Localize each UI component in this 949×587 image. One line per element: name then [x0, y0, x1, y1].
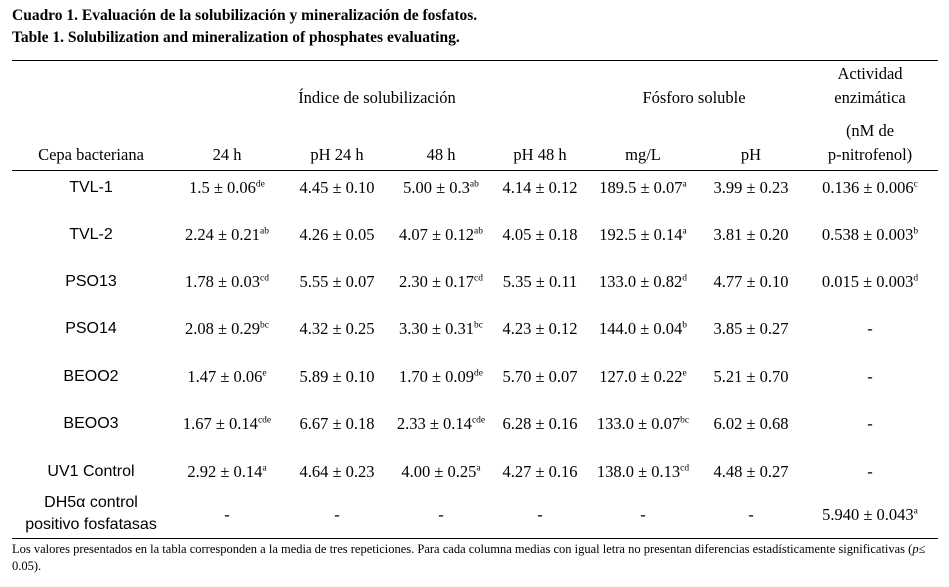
cell-ph-24h: 4.45 ± 0.10 [299, 178, 375, 197]
significance-letter: cd [260, 273, 270, 284]
significance-letter: ab [260, 226, 270, 237]
significance-letter: a [262, 463, 267, 474]
table-footnote: Los valores presentados en la tabla corresponden a la media de tres repeticiones. Para cada columna medias con igual letra no presentan diferencias estadísticamente significativas (p≤ 0.05). [12, 542, 926, 573]
cell-strain-line2: positivo fosfatasas [25, 516, 157, 533]
header-ph-48h: pH 48 h [513, 145, 567, 164]
cell-48h: 4.07 ± 0.12$^{ab}$ [398, 225, 484, 244]
significance-letter: ab [474, 226, 484, 237]
header-ph-24h: pH 24 h [310, 145, 364, 164]
cell-mg-l: 192.5 ± 0.14$^a$ [599, 225, 687, 244]
header-24h: 24 h [212, 145, 242, 164]
significance-letter: a [682, 226, 687, 237]
header-units-line1: (nM de [845, 121, 895, 140]
significance-letter: bc [260, 320, 270, 331]
cell-strain: PSO13 [65, 273, 117, 290]
header-strain: Cepa bacteriana [38, 145, 144, 164]
cell-mg-l: 144.0 ± 0.04$^b$ [598, 319, 688, 338]
header-48h: 48 h [426, 145, 456, 164]
cell-mg-l: 133.0 ± 0.82$^d$ [598, 272, 688, 291]
header-enzyme-activity-line2: enzimática [834, 88, 906, 107]
cell-strain-line1: DH5α control [44, 494, 138, 511]
significance-letter: c [913, 179, 918, 190]
cell-48h: 1.70 ± 0.09de [398, 367, 484, 386]
cell-ph-24h: 6.67 ± 0.18 [299, 414, 375, 433]
header-enzyme-activity-line1: Actividad [837, 64, 903, 83]
significance-letter: bc [474, 320, 484, 331]
cell-48h: - [438, 505, 444, 524]
cell-ph: 5.21 ± 0.70 [713, 367, 789, 386]
cell-ph: 3.85 ± 0.27 [713, 319, 789, 338]
cell-24h: 2.24 ± 0.21$^{ab}$ [184, 225, 270, 244]
cell-24h: 1.5 ± 0.06de [189, 178, 265, 197]
cell-48h: 4.00 ± 0.25$^a$ [401, 462, 481, 481]
header-rule [12, 170, 938, 171]
significance-letter: cd [474, 273, 484, 284]
significance-letter: d [913, 273, 919, 284]
significance-letter: a [682, 179, 687, 190]
cell-ph: - [748, 505, 754, 524]
significance-letter: a [913, 506, 918, 517]
cell-strain: PSO14 [65, 320, 117, 337]
cell-enzyme: 5.940 ± 0.043$^a$ [822, 505, 918, 524]
cell-mg-l: 127.0 ± 0.22$^e$ [599, 367, 687, 386]
cell-48h: 2.30 ± 0.17$^{cd}$ [398, 272, 484, 291]
cell-mg-l: 138.0 ± 0.13$^{cd}$ [596, 462, 690, 481]
cell-enzyme: - [867, 367, 873, 386]
cell-ph-48h: 5.35 ± 0.11 [502, 272, 578, 291]
cell-24h: 2.92 ± 0.14$^a$ [187, 462, 267, 481]
cell-strain: TVL-1 [69, 179, 113, 196]
cell-ph-48h: - [537, 505, 543, 524]
table-title-english: Table 1. Solubilization and mineralization of phosphates evaluating. [12, 29, 460, 46]
cell-48h: 5.00 ± 0.3$^{ab}$ [403, 178, 479, 197]
significance-letter: b [682, 320, 688, 331]
cell-enzyme: 0.015 ± 0.003$^d$ [821, 272, 919, 291]
cell-strain: UV1 Control [47, 463, 135, 480]
header-ph: pH [740, 145, 762, 164]
cell-ph-48h: 6.28 ± 0.16 [502, 414, 578, 433]
cell-ph: 6.02 ± 0.68 [713, 414, 789, 433]
header-soluble-phosphorus: Fósforo soluble [642, 88, 746, 107]
cell-ph-48h: 4.14 ± 0.12 [502, 178, 578, 197]
significance-letter: a [476, 463, 481, 474]
cell-enzyme: - [867, 319, 873, 338]
significance-letter: de [474, 368, 484, 379]
cell-ph-24h: 4.64 ± 0.23 [299, 462, 375, 481]
table-title-spanish: Cuadro 1. Evaluación de la solubilización y mineralización de fosfatos. [12, 7, 478, 24]
cell-mg-l: - [640, 505, 646, 524]
cell-ph-24h: 5.55 ± 0.07 [299, 272, 375, 291]
cell-enzyme: - [867, 462, 873, 481]
significance-letter: cde [471, 415, 486, 426]
significance-letter: bc [680, 415, 690, 426]
cell-ph: 4.48 ± 0.27 [713, 462, 789, 481]
cell-48h: 3.30 ± 0.31$^{bc}$ [398, 319, 484, 338]
header-units-line2: p-nitrofenol) [827, 145, 913, 164]
cell-ph-24h: 4.26 ± 0.05 [299, 225, 375, 244]
significance-letter: cd [680, 463, 690, 474]
cell-24h: - [224, 505, 230, 524]
significance-letter: e [682, 368, 687, 379]
significance-letter: e [262, 368, 267, 379]
cell-ph: 3.99 ± 0.23 [713, 178, 789, 197]
cell-24h: 1.47 ± 0.06$^e$ [187, 367, 267, 386]
significance-letter: b [913, 226, 919, 237]
cell-enzyme: 0.136 ± 0.006$^c$ [822, 178, 918, 197]
cell-ph-24h: 4.32 ± 0.25 [299, 319, 375, 338]
header-solubilization-index: Índice de solubilización [298, 88, 456, 107]
bottom-rule [12, 538, 938, 539]
significance-letter: ab [469, 179, 479, 190]
top-rule [12, 60, 938, 61]
cell-ph: 3.81 ± 0.20 [713, 225, 789, 244]
cell-ph-48h: 4.27 ± 0.16 [502, 462, 578, 481]
significance-letter: cde [257, 415, 272, 426]
cell-ph-48h: 4.23 ± 0.12 [502, 319, 578, 338]
cell-mg-l: 189.5 ± 0.07$^a$ [599, 178, 687, 197]
cell-enzyme: - [867, 414, 873, 433]
cell-ph-48h: 4.05 ± 0.18 [502, 225, 578, 244]
cell-24h: 1.78 ± 0.03$^{cd}$ [184, 272, 270, 291]
cell-ph: 4.77 ± 0.10 [713, 272, 789, 291]
cell-48h: 2.33 ± 0.14$^{cde}$ [396, 414, 486, 433]
cell-ph-48h: 5.70 ± 0.07 [502, 367, 578, 386]
cell-24h: 1.67 ± 0.14$^{cde}$ [182, 414, 272, 433]
significance-letter: d [682, 273, 688, 284]
cell-mg-l: 133.0 ± 0.07$^{bc}$ [596, 414, 690, 433]
cell-24h: 2.08 ± 0.29$^{bc}$ [184, 319, 270, 338]
cell-strain: BEOO2 [63, 368, 119, 385]
cell-ph-24h: 5.89 ± 0.10 [299, 367, 375, 386]
cell-strain: TVL-2 [69, 226, 113, 243]
cell-ph-24h: - [334, 505, 340, 524]
significance-letter: de [255, 179, 265, 190]
cell-strain: BEOO3 [63, 415, 119, 432]
header-mg-l: mg/L [625, 145, 661, 164]
cell-enzyme: 0.538 ± 0.003$^b$ [821, 225, 919, 244]
